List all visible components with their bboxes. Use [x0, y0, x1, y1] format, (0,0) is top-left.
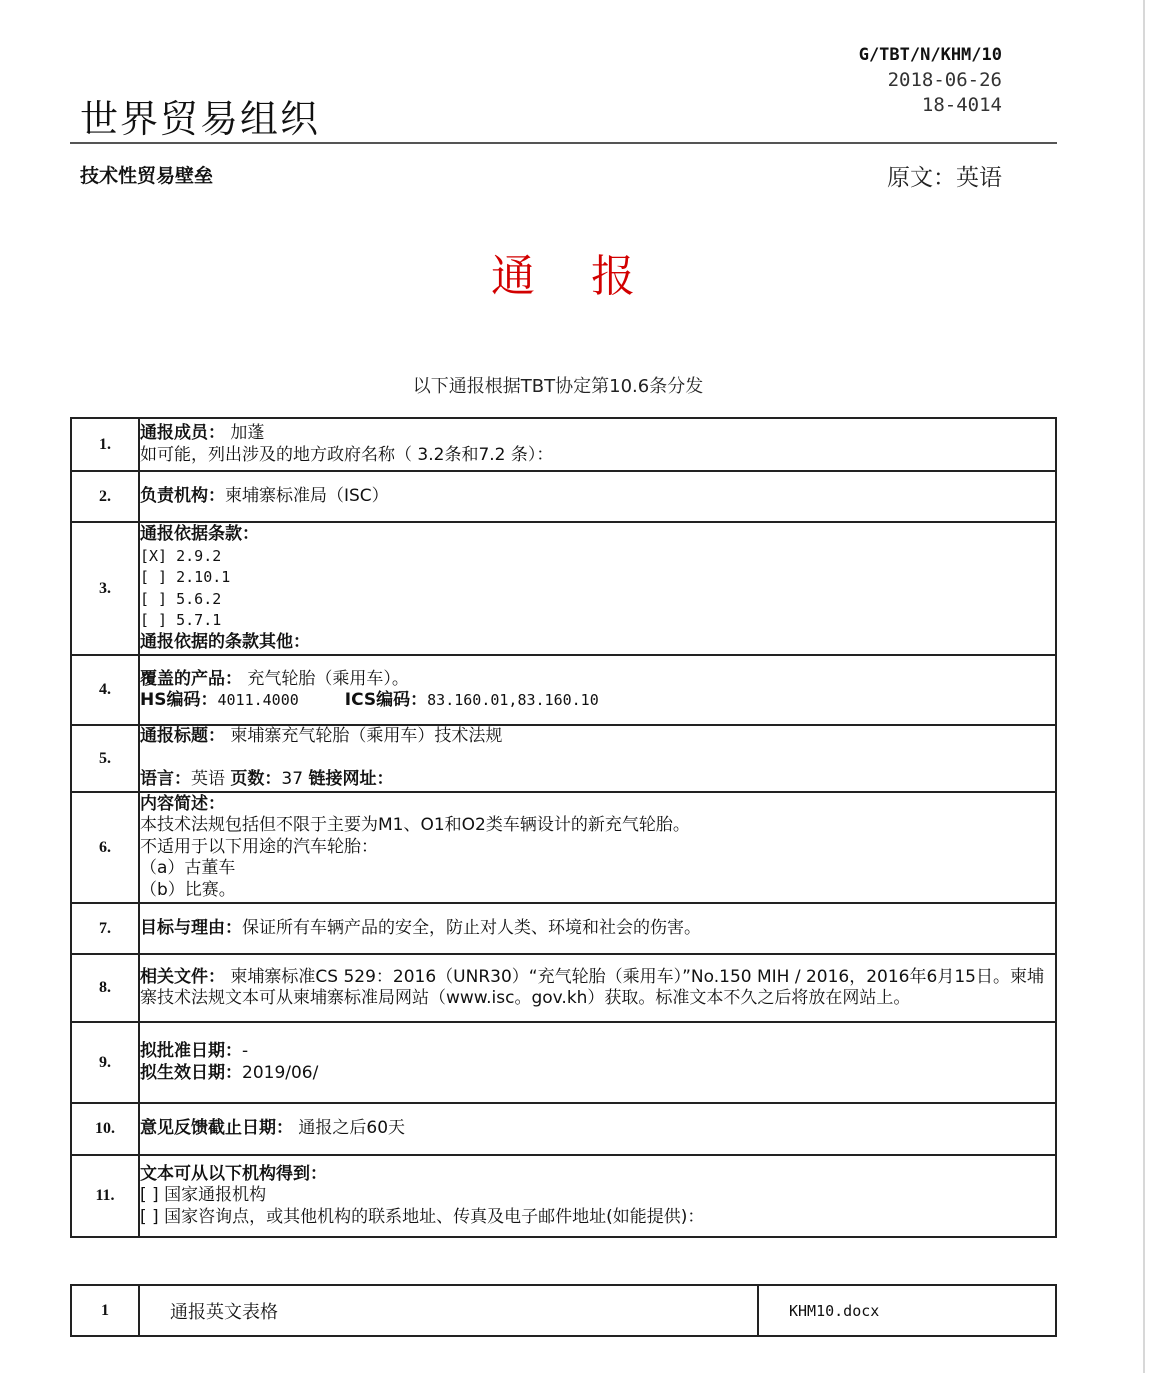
- field-label: 链接网址：: [308, 768, 394, 789]
- checkbox-option: [ ] 5.7.1: [140, 611, 222, 629]
- field-label: 文本可从以下机构得到：: [140, 1163, 327, 1184]
- field-text: 不适用于以下用途的汽车轮胎：: [140, 836, 378, 857]
- checkbox-option: [ ] 5.6.2: [140, 589, 222, 608]
- field-text: （b）比赛。: [140, 879, 236, 900]
- row-content: [139, 655, 1056, 725]
- row-content: [139, 418, 1056, 471]
- field-label: 目标与理由：: [140, 917, 242, 938]
- row-number: 10.: [71, 1103, 139, 1155]
- table-row: [71, 471, 1056, 522]
- doc-number: 18-4014: [921, 94, 1002, 116]
- row-number: 3.: [71, 522, 139, 655]
- doc-symbol: G/TBT/N/KHM/10: [858, 45, 1002, 65]
- field-value: 通报之后60天: [298, 1118, 406, 1139]
- notification-table: [70, 417, 1057, 1238]
- row-content: [139, 725, 1056, 792]
- row-content: [139, 792, 1056, 903]
- field-value: 83.160.01,83.160.10: [427, 691, 599, 709]
- field-label: 相关文件：: [140, 966, 225, 987]
- checkbox-option: [X] 2.9.2: [140, 546, 222, 565]
- notification-title: [0, 240, 1130, 304]
- title-char-1: 通: [491, 251, 539, 302]
- row-content: [139, 903, 1056, 954]
- row-number: 7.: [71, 903, 139, 954]
- table-row: [71, 1103, 1056, 1155]
- attachment-description: 通报英文表格: [139, 1285, 758, 1336]
- row-number: 2.: [71, 471, 139, 522]
- field-label: 拟批准日期：: [140, 1041, 242, 1061]
- field-value: 4011.4000: [217, 691, 299, 709]
- field-label: 负责机构：: [140, 485, 225, 506]
- field-value: 加蓬: [230, 423, 265, 443]
- table-row: [71, 954, 1056, 1022]
- field-value: -: [242, 1041, 249, 1061]
- field-value: 柬埔寨标准局（ISC）: [225, 485, 389, 506]
- field-text: 本技术法规包括但不限于主要为M1、O1和O2类车辆设计的新充气轮胎。: [140, 815, 690, 836]
- attachment-filename[interactable]: KHM10.docx: [758, 1285, 1056, 1336]
- attachment-number: 1: [71, 1285, 139, 1336]
- row-content: [139, 1103, 1056, 1155]
- organization-name: 世界贸易组织: [80, 97, 321, 141]
- field-label: 覆盖的产品：: [140, 668, 242, 689]
- field-value: 柬埔寨充气轮胎（乘用车）技术法规: [230, 726, 503, 746]
- row-number: 9.: [71, 1022, 139, 1103]
- table-row: [71, 903, 1056, 954]
- table-row: [71, 792, 1056, 903]
- field-label: 页数：: [230, 768, 282, 789]
- field-label: 语言：: [140, 768, 191, 789]
- table-row: [71, 418, 1056, 471]
- field-value: 37: [281, 768, 304, 789]
- row-number: 4.: [71, 655, 139, 725]
- field-text: 如可能，列出涉及的地方政府名称（ 3.2条和7.2 条）：: [140, 444, 554, 465]
- table-row: [71, 725, 1056, 792]
- table-row: [71, 655, 1056, 725]
- field-label: 通报依据条款：: [140, 524, 259, 544]
- attachment-table: [70, 1284, 1057, 1337]
- row-content: [139, 471, 1056, 522]
- field-value: 柬埔寨标准CS 529：2016（UNR30）“充气轮胎（乘用车）”No.150 MIH / 2016，2016年6月15日。柬埔寨技术法规文本可从柬埔寨标准局网站（www.isc。gov.kh）获取。标准文本不久之后将放在网站上。: [140, 966, 1044, 1008]
- field-value: 保证所有车辆产品的安全，防止对人类、环境和社会的伤害。: [242, 917, 701, 938]
- table-row: [71, 1155, 1056, 1237]
- row-content: [139, 954, 1056, 1022]
- field-label: 意见反馈截止日期：: [140, 1118, 293, 1139]
- committee-name: 技术性贸易壁垒: [80, 165, 214, 187]
- row-number: 8.: [71, 954, 139, 1022]
- field-label: 通报成员：: [140, 423, 225, 443]
- row-number: 5.: [71, 725, 139, 792]
- field-label: ICS编码：: [344, 690, 428, 710]
- field-label: 拟生效日期：: [140, 1062, 242, 1083]
- field-label: 通报依据的条款其他：: [140, 631, 310, 652]
- row-content: [139, 1155, 1056, 1237]
- row-number: 1.: [71, 418, 139, 471]
- row-number: 6.: [71, 792, 139, 903]
- intro-text: 以下通报根据TBT协定第10.6条分发: [412, 376, 704, 397]
- page-edge-rule: [1143, 0, 1145, 1373]
- checkbox-option: [ ] 国家咨询点，或其他机构的联系地址、传真及电子邮件地址(如能提供)：: [140, 1206, 705, 1227]
- field-label: HS编码：: [140, 690, 218, 710]
- field-text: （a）古董车: [140, 858, 236, 879]
- row-content: [139, 1022, 1056, 1103]
- attachment-row: [71, 1285, 1056, 1336]
- row-content: [139, 522, 1056, 655]
- field-value: 充气轮胎（乘用车）。: [247, 668, 409, 689]
- field-label: 内容简述：: [140, 793, 225, 814]
- title-char-2: 报: [591, 251, 639, 302]
- field-value: 英语: [191, 768, 225, 789]
- table-row: [71, 1022, 1056, 1103]
- doc-date: 2018-06-26: [887, 69, 1002, 91]
- row-number: 11.: [71, 1155, 139, 1237]
- checkbox-option: [ ] 2.10.1: [140, 568, 231, 586]
- checkbox-option: [ ] 国家通报机构: [140, 1185, 267, 1206]
- header-divider: [70, 142, 1057, 144]
- field-label: 通报标题：: [140, 726, 225, 746]
- table-row: [71, 522, 1056, 655]
- original-language: 原文：英语: [887, 165, 1002, 191]
- field-value: 2019/06/: [242, 1062, 319, 1083]
